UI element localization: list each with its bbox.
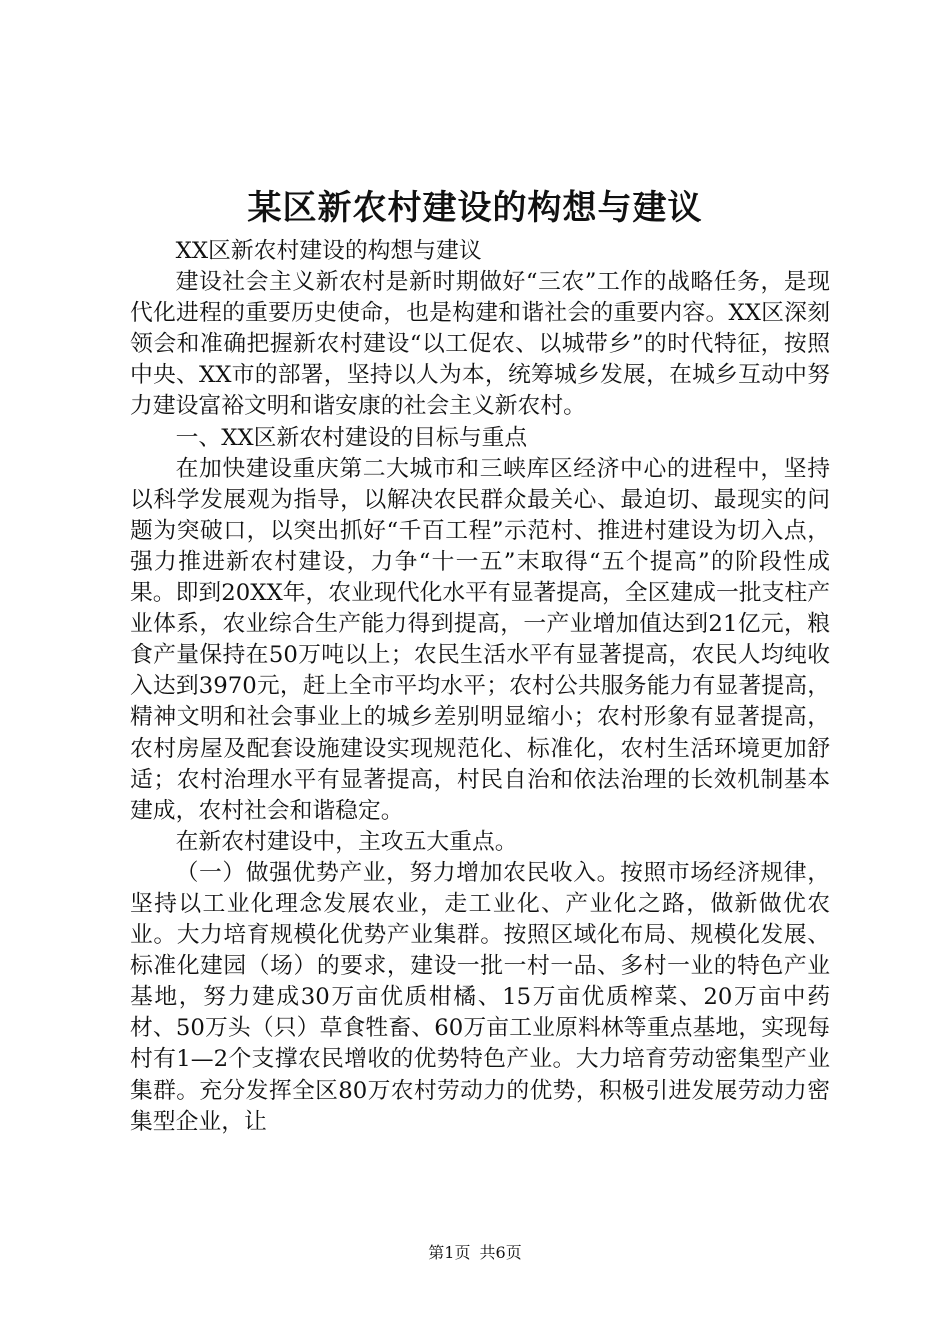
page-number: 第1页 [428,1243,471,1262]
goals-paragraph: 在加快建设重庆第二大城市和三峡库区经济中心的进程中，坚持以科学发展观为指导，以解决农民群众最关心、最迫切、最现实的问题为突破口，以突出抓好“千百工程”示范村、推进村建设为切入点，强力推进新农村建设，力争“十一五”末取得“五个提高”的阶段性成果。即到20XX年，农业现代化水平有显著提高，全区建成一批支柱产业体系，农业综合生产能力得到提高，一产业增加值达到21亿元，粮食产量保持在50万吨以上；农民生活水平有显著提高，农民人均纯收入达到3970元，赶上全市平均水平；农村公共服务能力有显著提高，精神文明和社会事业上的城乡差别明显缩小；农村形象有显著提高，农村房屋及配套设施建设实现规范化、标准化，农村生活环境更加舒适；农村治理水平有显著提高，村民自治和依法治理的长效机制基本建成，农村社会和谐稳定。 [130,455,830,824]
focus-intro-paragraph: 在新农村建设中，主攻五大重点。 [175,828,518,855]
focus-one-paragraph: （一）做强优势产业，努力增加农民收入。按照市场经济规律，坚持以工业化理念发展农业，走工业化、产业化之路，做新做优农业。大力培育规模化优势产业集群。按照区域化布局、规模化发展、标准化建园（场）的要求，建设一批一村一品、多村一业的特色产业基地，努力建成30万亩优质柑橘、15万亩优质榨菜、20万亩中药材、50万头（只）草食牲畜、60万亩工业原料林等重点基地，实现每村有1—2个支撑农民增收的优势特色产业。大力培育劳动密集型产业集群。充分发挥全区80万农村劳动力的优势，积极引进发展劳动力密集型企业，让 [130,859,830,1135]
section-heading: 一、XX区新农村建设的目标与重点 [175,424,528,451]
document-body [130,236,830,1138]
document-title: 某区新农村建设的构想与建议 [247,188,703,228]
subtitle-paragraph: XX区新农村建设的构想与建议 [175,238,482,264]
page-total: 共6页 [479,1243,522,1262]
intro-paragraph: 建设社会主义新农村是新时期做好“三农”工作的战略任务，是现代化进程的重要历史使命，也是构建和谐社会的重要内容。XX区深刻领会和准确把握新农村建设“以工促农、以城带乡”的时代特征，按照中央、XX市的部署，坚持以人为本，统筹城乡发展，在城乡互动中努力建设富裕文明和谐安康的社会主义新农村。 [130,269,830,420]
page-footer [0,1242,950,1264]
